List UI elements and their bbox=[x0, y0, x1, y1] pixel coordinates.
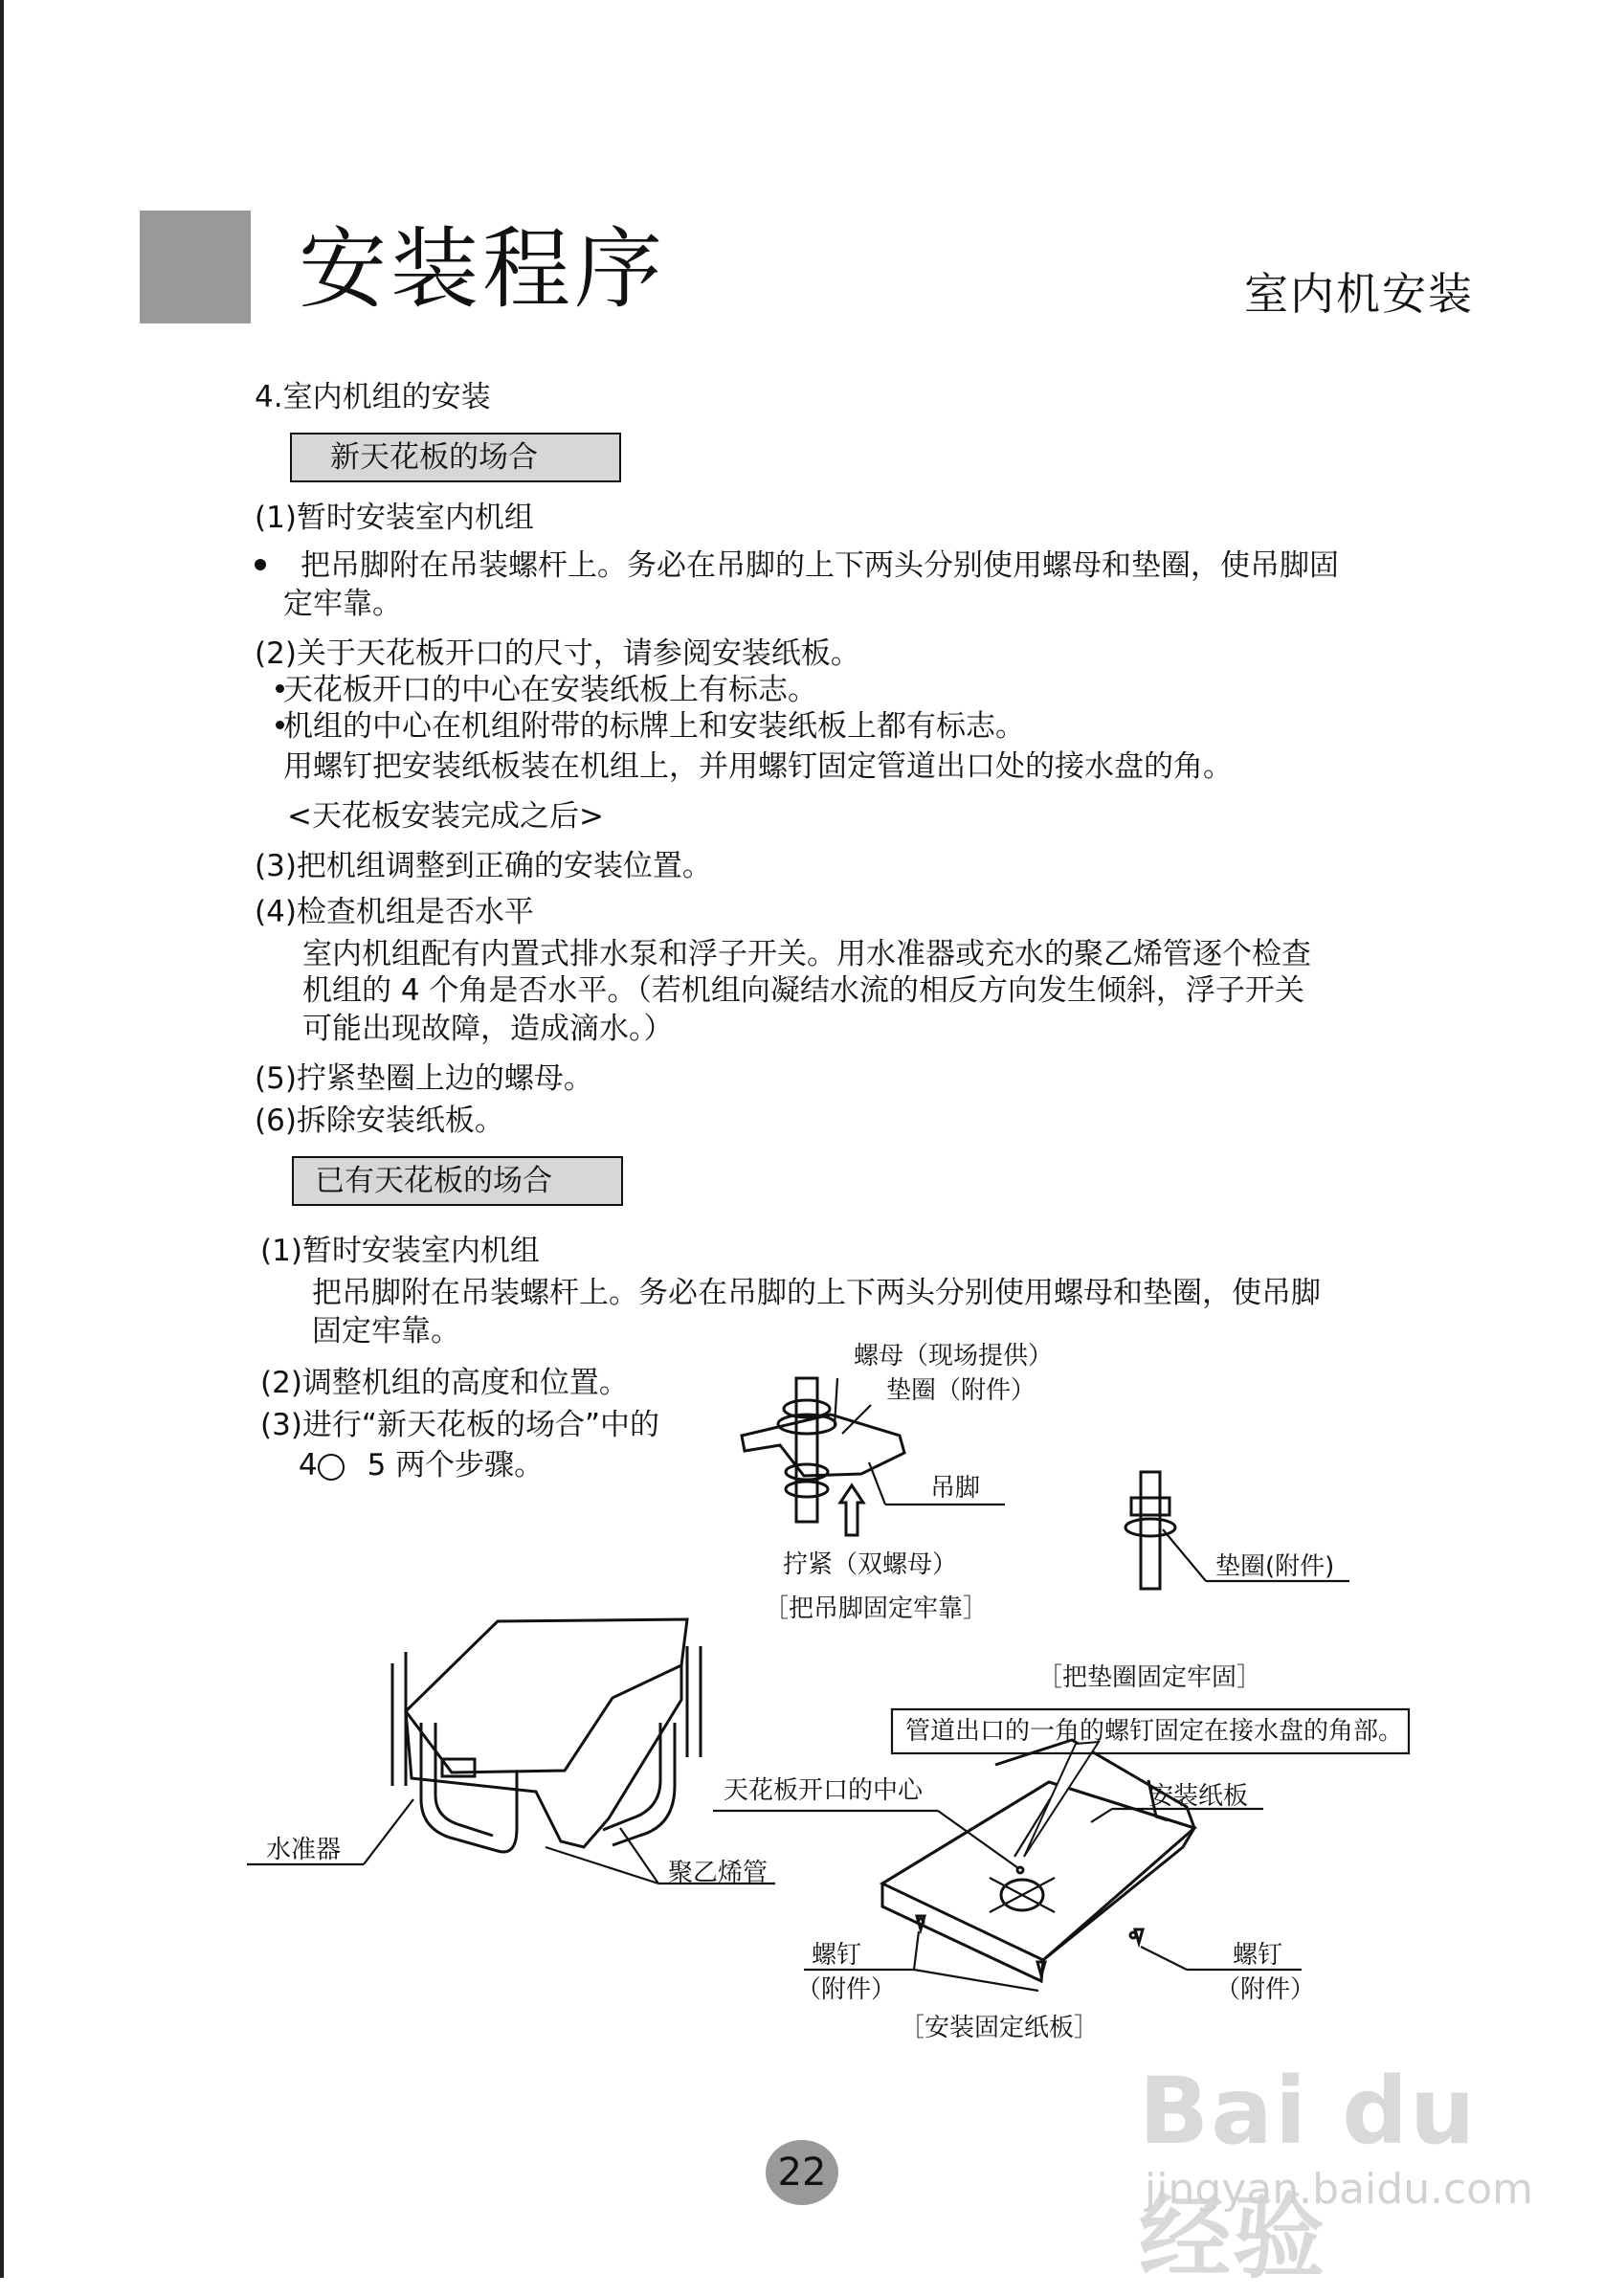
step-ref-4: 4 bbox=[299, 1448, 318, 1482]
new-step4-line3: 可能出现故障，造成滴水。） bbox=[302, 1012, 674, 1046]
label-level: 水准器 bbox=[266, 1836, 342, 1864]
existing-step1-line1: 把吊脚附在吊装螺杆上。务必在吊脚的上下两头分别使用螺母和垫圈，使吊脚 bbox=[312, 1276, 1321, 1310]
new-step6: (6)拆除安装纸板。 bbox=[255, 1103, 504, 1138]
label-screw-left: 螺钉 bbox=[812, 1941, 862, 1970]
caption-hanger: ［把吊脚固定牢靠］ bbox=[764, 1594, 989, 1623]
page-number bbox=[766, 2140, 838, 2205]
new-step4-line2: 机组的 4 个角是否水平。（若机组向凝结水流的相反方向发生倾斜，浮子开关 bbox=[302, 973, 1304, 1008]
label-tighten: 拧紧（双螺母） bbox=[783, 1550, 958, 1579]
label-nut: 螺母（现场提供） bbox=[854, 1342, 1054, 1371]
new-step3: (3)把机组调整到正确的安装位置。 bbox=[255, 849, 712, 883]
step-ref-5: 5 bbox=[367, 1448, 387, 1482]
label-screw-right: 螺钉 bbox=[1233, 1941, 1283, 1970]
label-template: 安装纸板 bbox=[1148, 1782, 1249, 1811]
new-step1-title: (1)暂时安装室内机组 bbox=[255, 501, 534, 535]
new-step4-title: (4)检查机组是否水平 bbox=[255, 895, 534, 929]
caption-washer: ［把垫圈固定牢固］ bbox=[1037, 1663, 1262, 1692]
label-accessory-left: （附件） bbox=[796, 1975, 897, 2004]
page-title: 安装程序 bbox=[299, 218, 667, 321]
new-step2-bullet2: 机组的中心在机组附带的标牌上和安装纸板上都有标志。 bbox=[283, 709, 1025, 744]
label-pipe-note: 管道出口的一角的螺钉固定在接水盘的角部。 bbox=[905, 1717, 1404, 1746]
label-washer-2: 垫圈(附件) bbox=[1215, 1552, 1335, 1581]
new-step2-line3: 用螺钉把安装纸板装在机组上，并用螺钉固定管道出口处的接水盘的角。 bbox=[283, 749, 1233, 784]
label-ceiling-center: 天花板开口的中心 bbox=[724, 1776, 924, 1805]
page-subtitle: 室内机安装 bbox=[1244, 268, 1474, 320]
new-step4-line1: 室内机组配有内置式排水泵和浮子开关。用水准器或充水的聚乙烯管逐个检查 bbox=[302, 937, 1311, 971]
unit-level-drawing bbox=[392, 1619, 701, 1852]
new-step2-title: (2)关于天花板开口的尺寸，请参阅安装纸板。 bbox=[255, 636, 860, 671]
hanger-bracket-drawing bbox=[742, 1378, 904, 1535]
new-step2-bullet1: 天花板开口的中心在安装纸板上有标志。 bbox=[283, 673, 817, 707]
section-heading: 4.室内机组的安装 bbox=[255, 380, 491, 414]
new-step5: (5)拧紧垫圈上边的螺母。 bbox=[255, 1061, 593, 1096]
label-pe-pipe: 聚乙烯管 bbox=[668, 1859, 769, 1887]
page-number-text: 22 bbox=[777, 2151, 827, 2195]
washer-drawing bbox=[1125, 1472, 1175, 1589]
new-step1-line2: 定牢靠。 bbox=[283, 587, 402, 621]
existing-step1-title: (1)暂时安装室内机组 bbox=[260, 1234, 540, 1268]
caption-template: ［安装固定纸板］ bbox=[900, 2014, 1100, 2042]
watermark-brand: Bai du 经验 bbox=[1139, 2058, 1478, 2291]
existing-ceiling-box-label: 已有天花板的场合 bbox=[315, 1163, 552, 1198]
new-step1-line1: 把吊脚附在吊装螺杆上。务必在吊脚的上下两头分别使用螺母和垫圈，使吊脚固 bbox=[301, 548, 1339, 583]
existing-step1-line2: 固定牢靠。 bbox=[312, 1314, 460, 1349]
label-hanger: 吊脚 bbox=[930, 1474, 981, 1503]
new-ceiling-box-label: 新天花板的场合 bbox=[330, 439, 538, 475]
existing-step3-line1: (3)进行“新天花板的场合”中的 bbox=[260, 1408, 660, 1442]
label-accessory-right: （附件） bbox=[1215, 1975, 1316, 2004]
after-ceiling-note: <天花板安装完成之后> bbox=[287, 799, 604, 834]
install-board-drawing bbox=[882, 1740, 1194, 1981]
label-washer: 垫圈（附件） bbox=[886, 1376, 1036, 1405]
step-ref-suffix: 两个步骤。 bbox=[395, 1448, 545, 1482]
existing-step2: (2)调整机组的高度和位置。 bbox=[260, 1366, 629, 1400]
watermark-url: jingyan.baidu.com bbox=[1145, 2165, 1534, 2214]
